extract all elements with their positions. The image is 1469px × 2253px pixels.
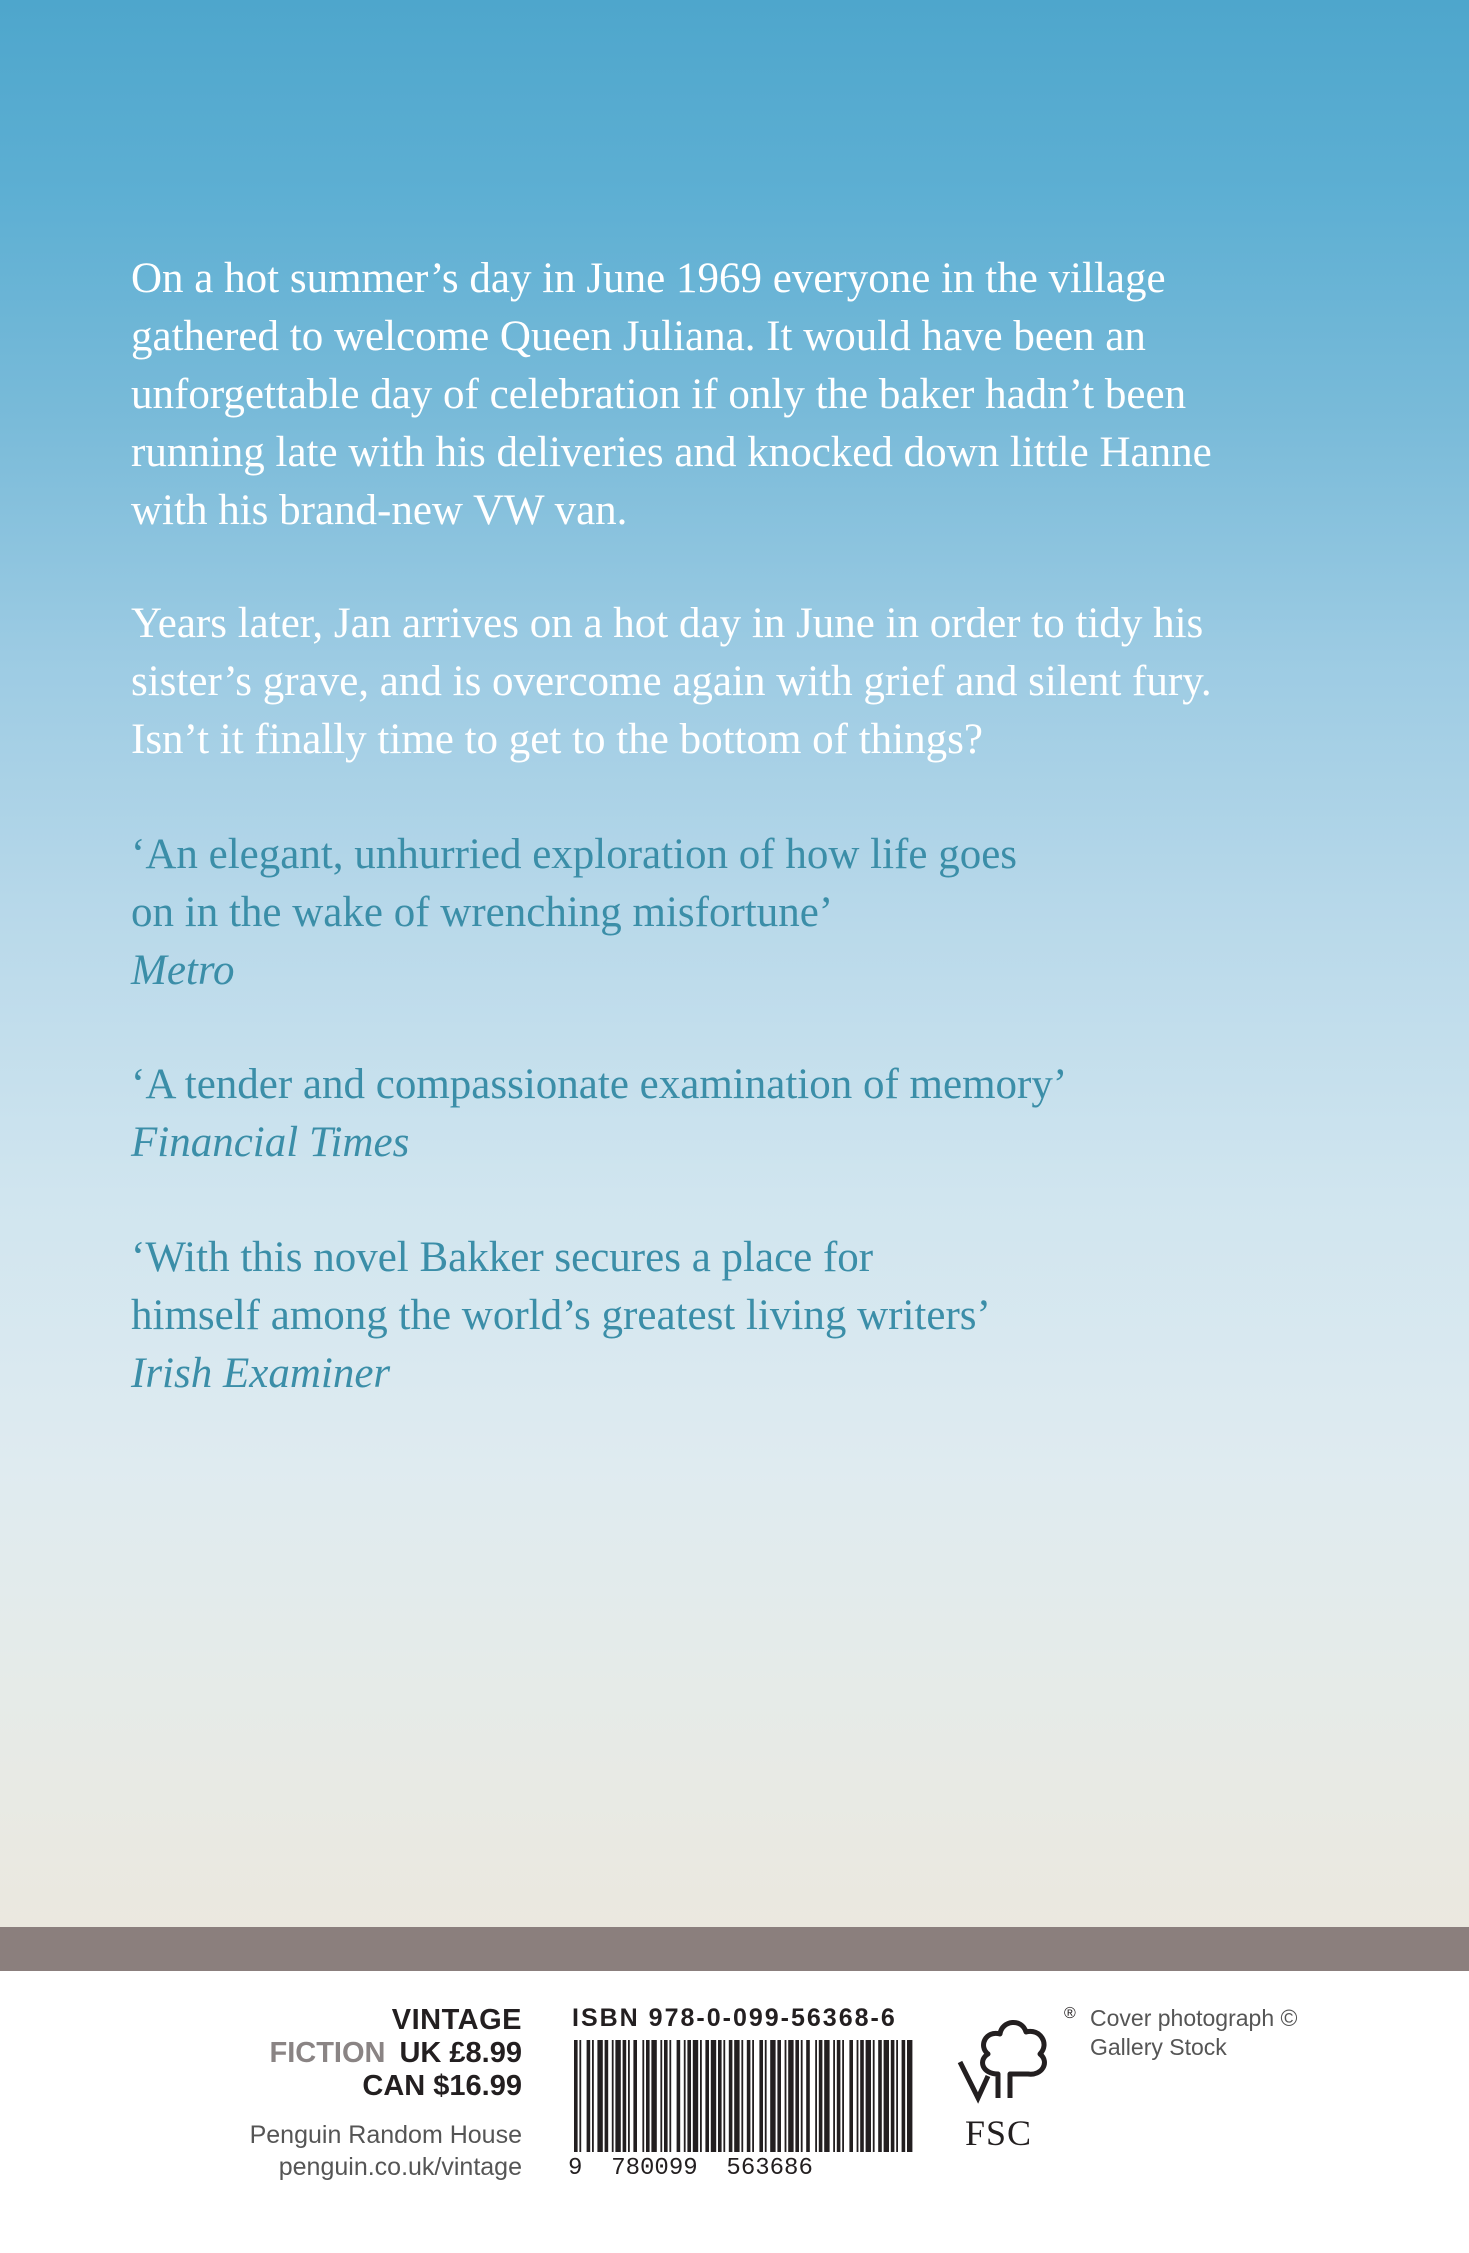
barcode-bar — [642, 2040, 644, 2152]
barcode-bar — [633, 2040, 637, 2152]
barcode-bar — [819, 2040, 823, 2152]
barcode-bar — [700, 2040, 702, 2152]
barcode-bar — [833, 2040, 835, 2152]
barcode-bar — [664, 2040, 668, 2152]
barcode-bar — [752, 2040, 754, 2152]
quote-source: Financial Times — [131, 1119, 410, 1166]
barcode-bar — [857, 2040, 859, 2152]
quote-line: ‘A tender and compassionate examination of memory’ — [131, 1061, 1068, 1108]
barcode-bar — [849, 2040, 853, 2152]
fsc-tree-icon — [940, 2004, 1080, 2114]
quote-source: Irish Examiner — [131, 1350, 391, 1397]
credit-line: Cover photograph © — [1090, 2005, 1298, 2031]
barcode-bar — [795, 2040, 799, 2152]
barcode-bar — [842, 2040, 844, 2152]
blurb-paragraph-1 — [131, 250, 1341, 540]
barcode-bar — [860, 2040, 864, 2152]
barcode-bar — [866, 2040, 871, 2152]
barcode-bar — [651, 2040, 656, 2152]
blurb-line: Years later, Jan arrives on a hot day in June in order to tidy his — [131, 600, 1204, 647]
barcode-bar — [837, 2040, 841, 2152]
publisher-name: VINTAGE — [391, 2004, 522, 2036]
review-quote-3 — [131, 1229, 1331, 1403]
barcode-bar — [884, 2040, 889, 2152]
barcode-bar — [623, 2040, 627, 2152]
blurb-line: with his brand-new VW van. — [131, 487, 628, 534]
quote-line: ‘With this novel Bakker secures a place for — [131, 1234, 874, 1281]
registered-mark: ® — [1064, 2005, 1076, 2022]
barcode-bar — [759, 2040, 763, 2152]
barcode-bar — [770, 2040, 775, 2152]
publisher-url: penguin.co.uk/vintage — [278, 2153, 522, 2181]
barcode-bar — [628, 2040, 630, 2152]
barcode-bar — [718, 2040, 722, 2152]
blurb-line: sister’s grave, and is overcome again with grief and silent fury. — [131, 658, 1212, 705]
blurb-line: On a hot summer’s day in June 1969 everyone in the village — [131, 255, 1166, 302]
imprint-block — [250, 2004, 522, 2183]
publisher-group: Penguin Random House — [249, 2121, 522, 2149]
price-can: CAN $16.99 — [362, 2070, 522, 2102]
barcode-bar — [907, 2040, 912, 2152]
barcode-bar — [592, 2040, 594, 2152]
barcode-bar — [646, 2040, 650, 2152]
barcode-bar — [612, 2040, 614, 2152]
barcode-bar — [896, 2040, 898, 2152]
blurb-paragraph-2 — [131, 595, 1341, 769]
blurb-line: running late with his deliveries and knocked down little Hanne — [131, 429, 1212, 476]
barcode-bar — [579, 2040, 581, 2152]
barcode-bar — [765, 2040, 767, 2152]
quote-line: on in the wake of wrenching misfortune’ — [131, 889, 834, 936]
barcode-bar — [815, 2040, 817, 2152]
barcode-bar — [902, 2040, 906, 2152]
barcode-bar — [723, 2040, 725, 2152]
price-uk: UK £8.99 — [399, 2037, 522, 2069]
barcode-bar — [669, 2040, 671, 2152]
barcode-bar — [878, 2040, 882, 2152]
quote-source: Metro — [131, 947, 235, 994]
barcode-bar — [824, 2040, 829, 2152]
barcode-bar — [687, 2040, 691, 2152]
barcode-bar — [597, 2040, 602, 2152]
barcode-bar — [615, 2040, 620, 2152]
barcode-bar — [587, 2040, 591, 2152]
price-uk-line — [250, 2037, 522, 2070]
cover-credit — [1090, 2004, 1297, 2062]
barcode-bar — [741, 2040, 743, 2152]
barcode-bar — [574, 2040, 578, 2152]
barcode-bar — [873, 2040, 875, 2152]
barcode-bar — [677, 2040, 681, 2152]
quote-line: ‘An elegant, unhurried exploration of how life goes — [131, 831, 1018, 878]
quote-line: himself among the world’s greatest living writers’ — [131, 1292, 991, 1339]
barcode-bar — [684, 2040, 686, 2152]
barcode-bar — [729, 2040, 733, 2152]
barcode-bar — [747, 2040, 751, 2152]
barcode-bar — [785, 2040, 787, 2152]
divider-band — [0, 1927, 1469, 1971]
category-label: FICTION — [269, 2037, 386, 2069]
review-quote-1 — [131, 826, 1331, 1000]
barcode-bar — [777, 2040, 781, 2152]
credit-line: Gallery Stock — [1090, 2034, 1227, 2060]
isbn-label: ISBN 978-0-099-56368-6 — [572, 2004, 897, 2032]
fsc-label: FSC — [965, 2113, 1033, 2153]
barcode-bar — [806, 2040, 810, 2152]
barcode-bar — [788, 2040, 793, 2152]
barcode-bar — [801, 2040, 803, 2152]
blurb-line: unforgettable day of celebration if only the baker hadn’t been — [131, 371, 1187, 418]
barcode-bar — [705, 2040, 709, 2152]
barcode-digits: 9 780099 563686 — [568, 2155, 813, 2182]
blurb-line: Isn’t it finally time to get to the bottom of things? — [131, 716, 983, 763]
barcode-bar — [891, 2040, 895, 2152]
barcode-bar — [693, 2040, 698, 2152]
barcode-bar — [660, 2040, 662, 2152]
blurb-line: gathered to welcome Queen Juliana. It would have been an — [131, 313, 1146, 360]
barcode-bar — [605, 2040, 609, 2152]
barcode-bar — [734, 2040, 739, 2152]
barcode-icon — [568, 2040, 913, 2152]
review-quote-2 — [131, 1056, 1331, 1172]
barcode-bar — [711, 2040, 716, 2152]
